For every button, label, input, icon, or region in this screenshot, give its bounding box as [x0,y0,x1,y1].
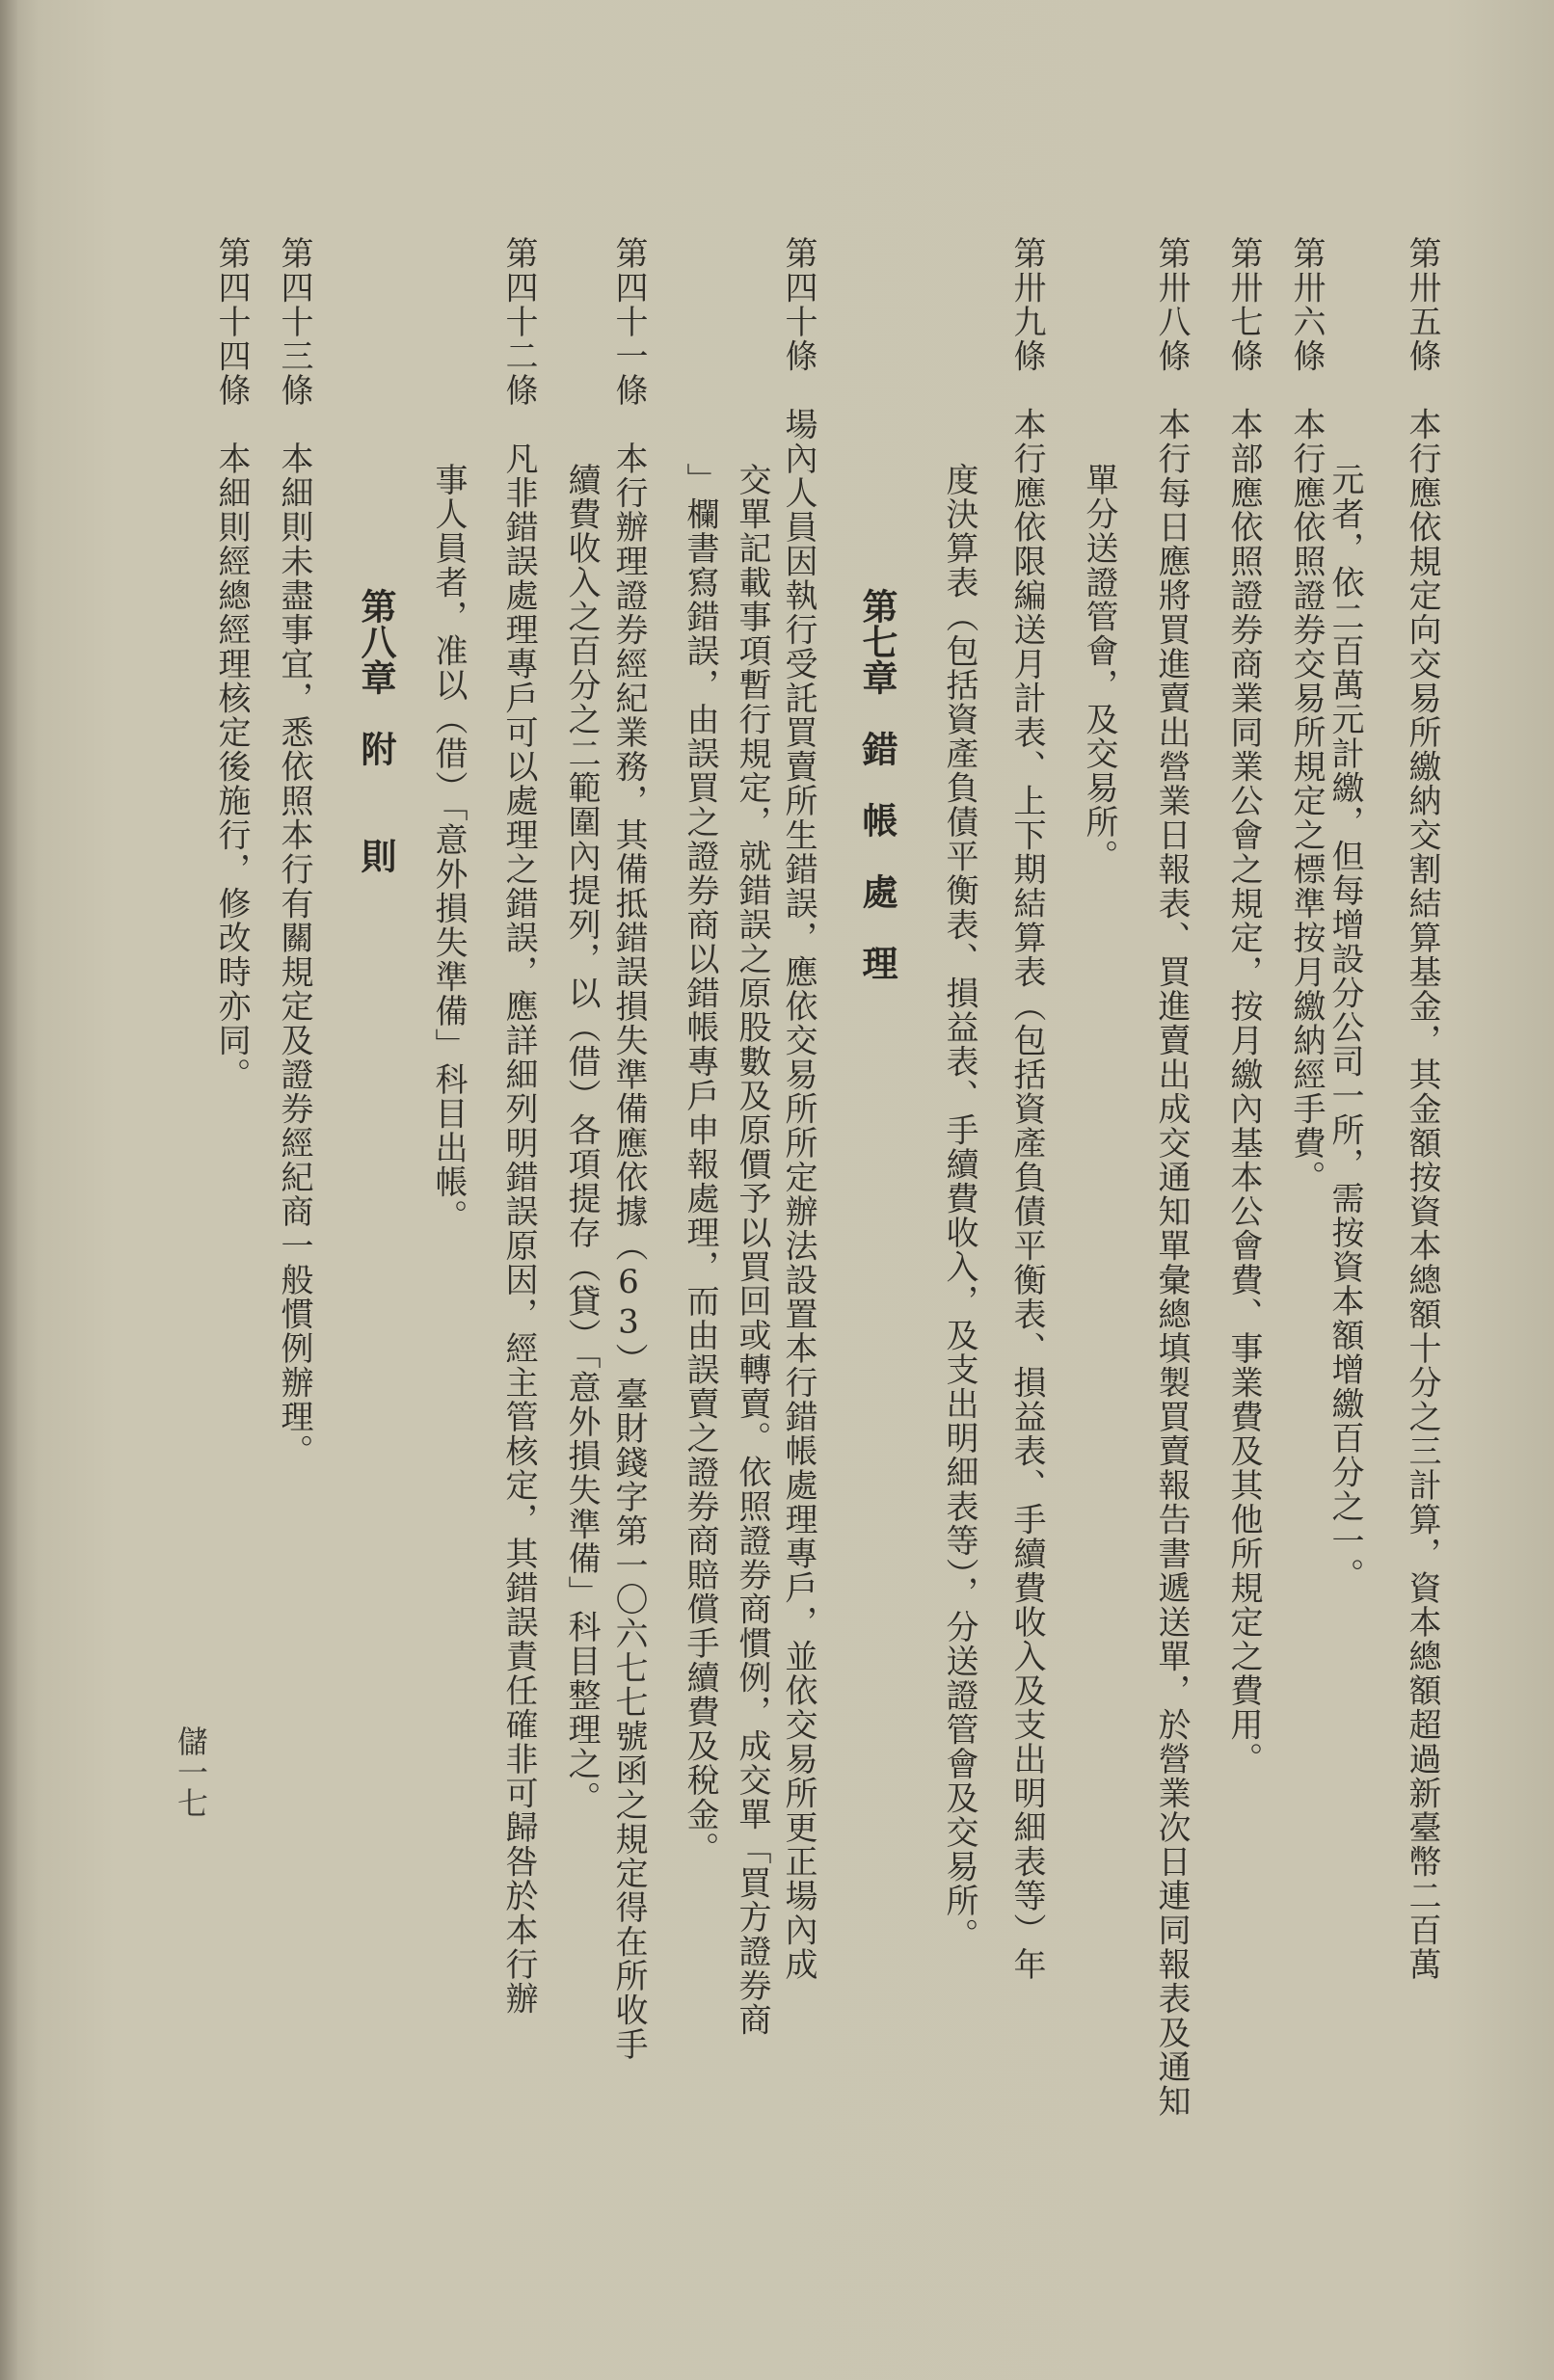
page-number: 儲一七 [173,1725,209,1818]
chapter-7-heading: 第七章 錯 帳 處 理 [856,588,898,980]
article-38 [1152,236,1191,2119]
article-text: 本行辦理證券經紀業務，其備抵錯誤損失準備應依據（63）臺財錢字第一〇六七七號函之規定得在所收手 [609,441,648,2062]
article-text: 場內人員因執行受託買賣所生錯誤，應依交易所所定辦法設置本行錯帳處理專戶，並依交易所更正場內成 [779,407,817,1982]
article-41-cont: 續費收入之百分之二範圍內提列，以（借）各項提存（貸）「意外損失準備」科目整理之。 [562,463,601,1815]
chapter-8-heading: 第八章 附 則 [355,588,397,873]
article-text: 本細則經總經理核定後施行，修改時亦同。 [212,441,251,1092]
article-44 [212,236,251,1092]
article-label: 第卅九條 [1007,236,1046,373]
article-36 [1287,236,1326,1194]
article-label: 第四十四條 [212,236,251,408]
article-label: 第四十二條 [499,236,538,408]
article-39-cont: 度決算表（包括資產負債平衡表、損益表、手續費收入，及支出明細表等），分送證管會及交易所。 [940,463,978,1952]
article-39 [1007,236,1046,1982]
article-text: 本行應依規定向交易所繳納交割結算基金，其金額按資本總額十分之三計算，資本總額超過新臺幣二百萬 [1403,407,1441,1982]
article-label: 第四十一條 [609,236,648,408]
article-text: 凡非錯誤處理專戶可以處理之錯誤，應詳細列明錯誤原因，經主管核定，其錯誤責任確非可歸咎於本行辦 [499,441,538,2016]
article-35-cont: 元者，依二百萬元計繳，但每增設分公司一所，需按資本額增繳百分之一。 [1326,463,1364,1592]
article-42-cont: 事人員者，准以（借）「意外損失準備」科目出帳。 [429,463,468,1234]
article-label: 第卅五條 [1403,236,1441,373]
article-text: 本行應依照證券交易所規定之標準按月繳納經手費。 [1287,407,1326,1194]
article-text: 本細則未盡事宜，悉依照本行有關規定及證券經紀商一般慣例辦理。 [275,441,313,1468]
article-40 [779,236,817,1982]
article-text: 本部應依照證券商業同業公會之規定，按月繳內基本公會費、事業費及其他所規定之費用。 [1224,407,1263,1777]
article-label: 第四十條 [779,236,817,373]
article-40-cont-2: 」欄書寫錯誤，由誤買之證券商以錯帳專戶申報處理，而由誤賣之證券商賠償手續費及稅金。 [681,463,719,1866]
article-35 [1403,236,1441,1982]
article-42 [499,236,538,2016]
article-38-cont: 單分送證管會，及交易所。 [1080,463,1118,873]
article-label: 第四十三條 [275,236,313,408]
article-40-cont-1: 交單記載事項暫行規定，就錯誤之原股數及原價予以買回或轉賣。依照證券商慣例，成交單「買方證券商 [733,463,771,2037]
article-label: 第卅六條 [1287,236,1326,373]
article-label: 第卅七條 [1224,236,1263,373]
article-label: 第卅八條 [1152,236,1191,373]
article-37 [1224,236,1263,1777]
article-text: 本行應依限編送月計表、上下期結算表（包括資產負債平衡表、損益表、手續費收入及支出明細表等）年 [1007,407,1046,1982]
article-41 [609,236,648,2062]
article-43 [275,236,313,1468]
article-text: 本行每日應將買進賣出營業日報表、買進賣出成交通知單彙總填製買賣報告書遞送單，於營業次日連同報表及通知 [1152,407,1191,2119]
binding-shadow [0,0,17,2380]
